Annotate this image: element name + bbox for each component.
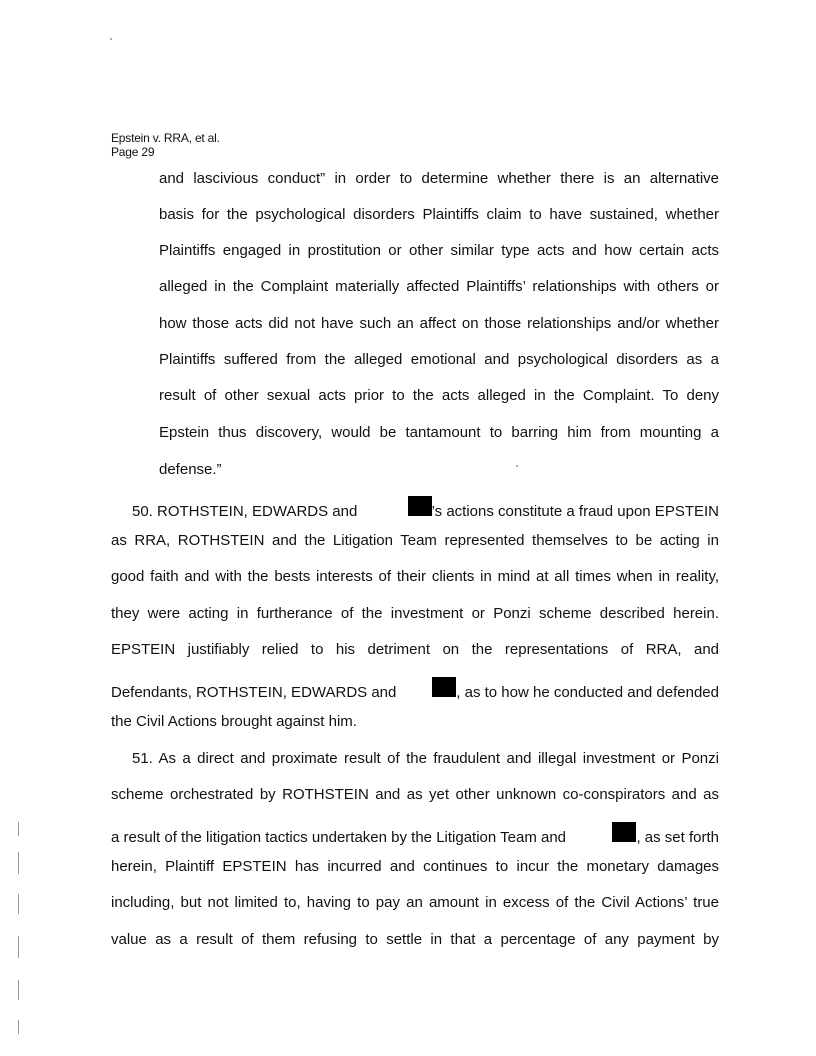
paragraph-line: scheme orchestrated by ROTHSTEIN and as yet other unknown co-conspirators and as bbox=[111, 786, 719, 803]
paragraph-line bbox=[111, 822, 719, 847]
paragraph-line: value as a result of them refusing to settle in that a percentage of any payment by bbox=[111, 931, 719, 948]
quote-line: result of other sexual acts prior to the acts alleged in the Complaint. To deny bbox=[159, 387, 719, 404]
paragraph-line: herein, Plaintiff EPSTEIN has incurred and continues to incur the monetary damages bbox=[111, 858, 719, 875]
paragraph-line: 51. As a direct and proximate result of the fraudulent and illegal investment or Ponzi bbox=[132, 750, 719, 767]
scan-mark bbox=[18, 894, 19, 914]
quote-line: defense.” bbox=[159, 461, 222, 478]
scan-mark bbox=[18, 936, 19, 958]
page-number: Page 29 bbox=[111, 145, 155, 159]
text-segment: 50. ROTHSTEIN, EDWARDS and bbox=[132, 503, 358, 520]
text-segment: Defendants, ROTHSTEIN, EDWARDS and bbox=[111, 684, 397, 701]
redaction-box bbox=[612, 822, 636, 842]
paragraph-line bbox=[111, 677, 719, 702]
scan-dot bbox=[110, 38, 112, 40]
quote-line: Plaintiffs engaged in prostitution or other similar type acts and how certain acts bbox=[159, 242, 719, 259]
scan-mark bbox=[18, 852, 19, 874]
quote-line: and lascivious conduct” in order to determine whether there is an alternative bbox=[159, 170, 719, 187]
paragraph-line: EPSTEIN justifiably relied to his detriment on the representations of RRA, and bbox=[111, 641, 719, 658]
paragraph-line bbox=[132, 496, 719, 521]
paragraph-line: the Civil Actions brought against him. bbox=[111, 713, 357, 730]
page-header bbox=[111, 131, 220, 159]
quote-line: alleged in the Complaint materially affected Plaintiffs’ relationships with others or bbox=[159, 278, 719, 295]
redaction-box bbox=[408, 496, 432, 516]
quote-line: Plaintiffs suffered from the alleged emotional and psychological disorders as a bbox=[159, 351, 719, 368]
paragraph-line: including, but not limited to, having to pay an amount in excess of the Civil Actions’ true bbox=[111, 894, 719, 911]
scan-mark bbox=[18, 822, 19, 836]
scan-dot bbox=[516, 465, 518, 467]
paragraph-line: as RRA, ROTHSTEIN and the Litigation Team represented themselves to be acting in bbox=[111, 532, 719, 549]
scan-mark bbox=[18, 1020, 19, 1034]
text-segment: , as set forth bbox=[636, 829, 719, 846]
paragraph-line: they were acting in furtherance of the investment or Ponzi scheme described herein. bbox=[111, 605, 719, 622]
paragraph-line: good faith and with the bests interests of their clients in mind at all times when in reality, bbox=[111, 568, 719, 585]
text-segment: a result of the litigation tactics undertaken by the Litigation Team and bbox=[111, 829, 567, 846]
text-segment: , as to how he conducted and defended bbox=[456, 684, 719, 701]
scan-mark bbox=[18, 980, 19, 1000]
case-caption: Epstein v. RRA, et al. bbox=[111, 131, 220, 145]
redaction-box bbox=[432, 677, 456, 697]
text-segment: ’s actions constitute a fraud upon EPSTEIN bbox=[431, 503, 719, 520]
quote-line: how those acts did not have such an affect on those relationships and/or whether bbox=[159, 315, 719, 332]
quote-line: Epstein thus discovery, would be tantamount to barring him from mounting a bbox=[159, 424, 719, 441]
quote-line: basis for the psychological disorders Plaintiffs claim to have sustained, whether bbox=[159, 206, 719, 223]
